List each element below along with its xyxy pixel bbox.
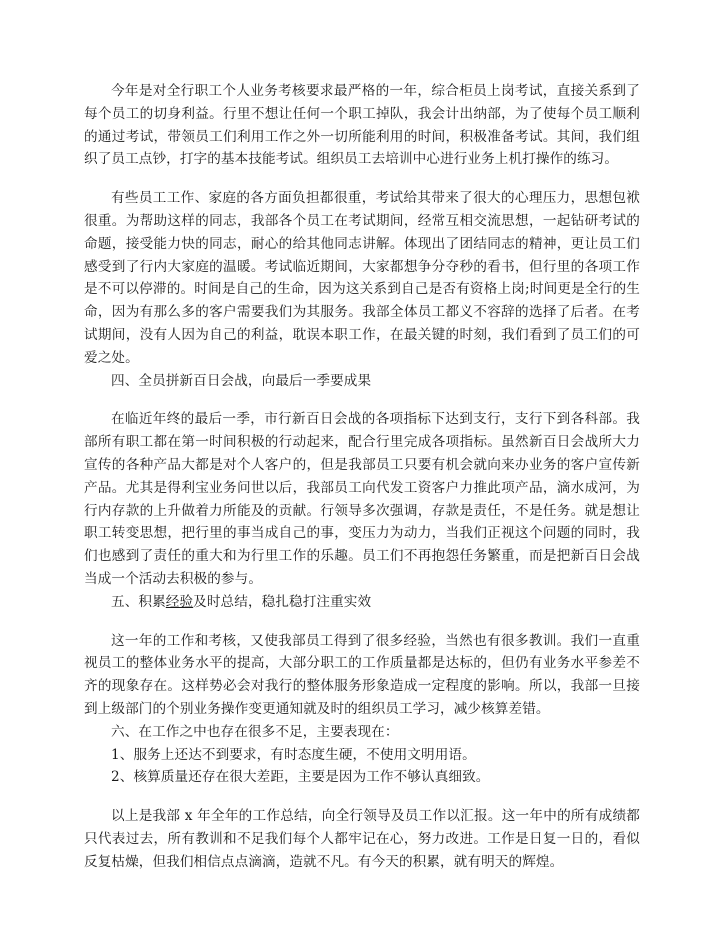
paragraph-exam: 今年是对全行职工个人业务考核要求最严格的一年，综合柜员上岗考试，直接关系到了每个员工的切身利益。行里不想让任何一个职工掉队，我会计出纳部，为了使每个员工顺利的通过考试，带领员工们利用工作之外一切所能利用的时间，积极准备考试。其间，我们组织了员工点钞，打字的基本技能考试。组织员工去培训中心进行业务上机打操作的练习。 <box>84 83 640 168</box>
heading-five-underlined-word: 经验 <box>165 593 194 610</box>
paragraph-conclusion: 以上是我部 x 年全年的工作总结，向全行领导及员工作以汇报。这一年中的所有成绩都只代表过去，所有教训和不足我们每个人都牢记在心，努力改进。工作是日复一日的，看似反复枯燥，但我们相信点点滴滴，造就不凡。有今天的积累，就有明天的辉煌。 <box>84 808 640 870</box>
document-page <box>84 80 640 874</box>
paragraph-hundred-days: 在临近年终的最后一季，市行新百日会战的各项指标下达到支行，支行下到各科部。我部所有职工都在第一时间积极的行动起来，配合行里完成各项指标。虽然新百日会战所大力宣传的各种产品大都是对个人客户的，但是我部员工只要有机会就向来办业务的客户宣传新产品。尤其是得利宝业务问世以后，我部员工向代发工资客户力推此项产品，滴水成河，为行内存款的上升做着力所能及的贡献。行领导多次强调，存款是责任，不是任务。就是想让职工转变思想，把行里的事当成自己的事，变压力为动力，当我们正视这个问题的同时，我们也感到了责任的重大和为行里工作的乐趣。员工们不再抱怨任务繁重，而是把新百日会战当成一个活动去积极的参与。 <box>84 411 640 587</box>
list-item-service: 1、服务上还达不到要求，有时态度生硬，不使用文明用语。 <box>111 746 476 763</box>
heading-five-prefix: 五、积累 <box>111 593 166 610</box>
section-heading-four: 四、全员拼新百日会战，向最后一季要成果 <box>111 372 372 389</box>
section-heading-six: 六、在工作之中也存在很多不足，主要表现在： <box>111 723 399 740</box>
section-heading-five <box>84 591 640 614</box>
heading-five-suffix: 及时总结，稳扎稳打注重实效 <box>193 593 372 610</box>
paragraph-experience: 这一年的工作和考核，又使我部员工得到了很多经验，当然也有很多教训。我们一直重视员工的整体业务水平的提高，大部分职工的工作质量都是达标的，但仍有业务水平参差不齐的现象存在。这样势必会对我行的整体服务形象造成一定程度的影响。所以，我部一旦接到上级部门的个别业务操作变更通知就及时的组织员工学习，减少核算差错。 <box>84 632 640 717</box>
list-item-accounting: 2、核算质量还存在很大差距，主要是因为工作不够认真细致。 <box>111 769 490 786</box>
paragraph-staff-pressure: 有些员工工作、家庭的各方面负担都很重，考试给其带来了很大的心理压力，思想包袱很重。为帮助这样的同志，我部各个员工在考试期间，经常互相交流思想，一起钻研考试的命题，接受能力快的同志，耐心的给其他同志讲解。体现出了团结同志的精神，更让员工们感受到了行内大家庭的温暖。考试临近期间，大家都想争分夺秒的看书，但行里的各项工作是不可以停滞的。时间是自己的生命，因为这关系到自己是否有资格上岗;时间更是全行的生命，因为有那么多的客户需要我们为其服务。我部全体员工都义不容辞的选择了后者。在考试期间，没有人因为自己的利益，耽误本职工作，在最关键的时刻，我们看到了员工们的可爱之处。 <box>84 190 640 366</box>
